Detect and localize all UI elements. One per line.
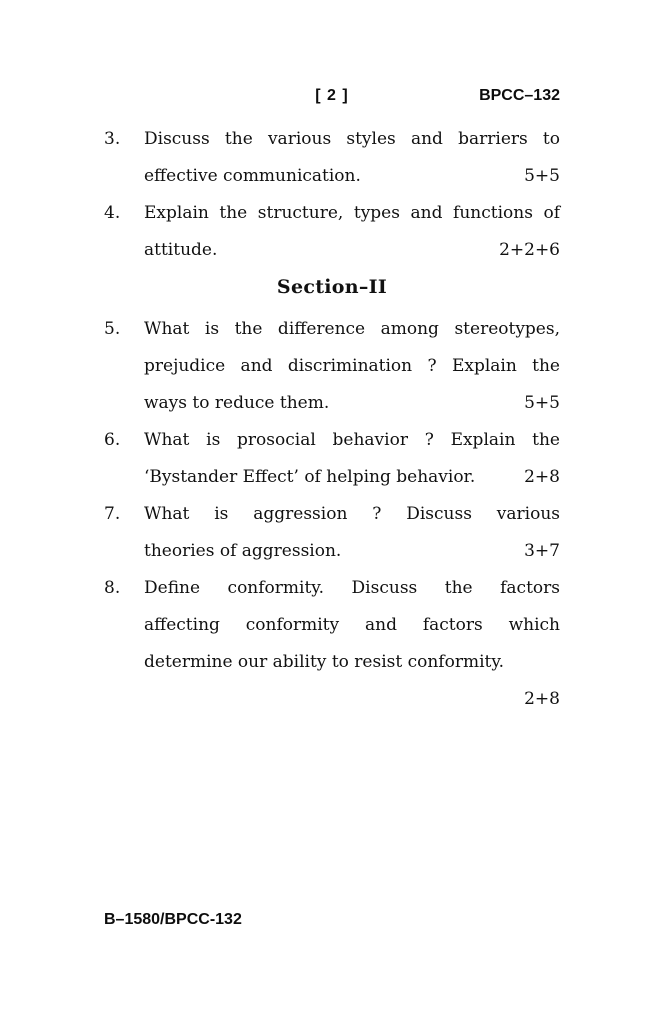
- question-body: [144, 496, 560, 570]
- question-body: [144, 121, 560, 195]
- question-text-line: Discuss the various styles and barriers to: [144, 129, 560, 149]
- page-number: [ 2 ]: [315, 87, 349, 104]
- question-body: [144, 422, 560, 496]
- question-body: [144, 311, 560, 422]
- marks-value: 2+8: [524, 689, 560, 709]
- course-code: BPCC–132: [479, 87, 560, 104]
- marks-value: 2+8: [524, 467, 560, 487]
- question-4: [104, 195, 560, 269]
- question-8: [104, 570, 560, 718]
- question-number: 6.: [104, 430, 121, 450]
- question-7: [104, 496, 560, 570]
- question-last-line: [144, 459, 560, 496]
- question-text-line: Explain the structure, types and functions of: [144, 203, 560, 223]
- question-5: [104, 311, 560, 422]
- question-text-line: affecting conformity and factors which: [144, 615, 560, 635]
- question-number: 8.: [104, 578, 121, 598]
- question-text: attitude.: [144, 240, 218, 260]
- question-text-line: determine our ability to resist conformity.: [144, 652, 505, 672]
- question-body: [144, 570, 560, 718]
- marks-value: 3+7: [524, 541, 560, 561]
- question-text-line: What is prosocial behavior ? Explain the: [144, 430, 560, 450]
- question-text-line: What is the difference among stereotypes,: [144, 319, 560, 339]
- question-number: 3.: [104, 129, 121, 149]
- question-text-line: prejudice and discrimination ? Explain the: [144, 356, 560, 376]
- marks-line: [144, 681, 560, 718]
- question-number: 7.: [104, 504, 121, 524]
- marks-value: 5+5: [524, 393, 560, 413]
- question-last-line: [144, 232, 560, 269]
- marks-value: 5+5: [524, 166, 560, 186]
- question-number: 4.: [104, 203, 121, 223]
- section-heading: Section–II: [276, 276, 388, 298]
- question-3: [104, 121, 560, 195]
- question-last-line: [144, 385, 560, 422]
- page-content: [104, 86, 560, 718]
- question-last-line: [144, 158, 560, 195]
- question-text-line: Define conformity. Discuss the factors: [144, 578, 560, 598]
- question-text: ways to reduce them.: [144, 393, 330, 413]
- question-text: theories of aggression.: [144, 541, 342, 561]
- page-header: [104, 86, 560, 106]
- question-text-line: What is aggression ? Discuss various: [144, 504, 560, 524]
- question-text: ‘Bystander Effect’ of helping behavior.: [144, 467, 476, 487]
- question-text: effective communication.: [144, 166, 361, 186]
- question-6: [104, 422, 560, 496]
- marks-value: 2+2+6: [499, 240, 560, 260]
- footer-print-code: B–1580/BPCC-132: [104, 911, 242, 928]
- question-number: 5.: [104, 319, 121, 339]
- question-body: [144, 195, 560, 269]
- question-last-line: [144, 533, 560, 570]
